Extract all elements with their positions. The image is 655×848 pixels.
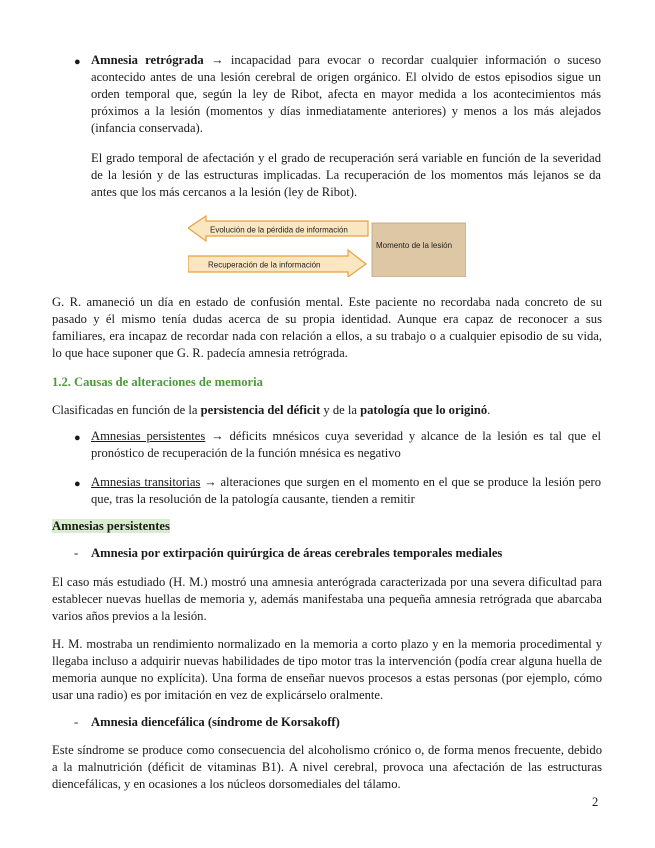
retrograde-paragraph-2: El grado temporal de afectación y el grado de recuperación será variable en función de la severidad de la lesión y de las estructuras implicadas. La recuperación de los momentos más lejanos se da antes que los más cercanos a la lesión (ley de Ribot). <box>91 151 601 199</box>
section-heading: 1.2. Causas de alteraciones de memoria <box>52 375 263 389</box>
recovery-arrow-label: Recuperación de la información <box>208 260 321 270</box>
dash-marker: - <box>74 546 79 560</box>
persistent-definition: déficits mnésicos cuya severidad y alcance de la lesión es tal que el pronóstico de recuperación de la función mnésica es negativo <box>91 429 602 460</box>
arrow-glyph: → <box>203 53 231 67</box>
classification-intro <box>52 402 602 419</box>
intro-text-end: . <box>487 403 491 417</box>
subheading-korsakoff <box>91 714 601 731</box>
retrograde-definition: incapacidad para evocar o recordar cualquier información o suceso acontecido antes de una lesión cerebral de origen orgánico. El olvido de estos episodios sigue un orden temporal que, según la ley de Ribot, afecta en mayor medida a los acontecimientos más próximos a la lesión (momentos y días inmediatamente anteriores) y menos a los más alejados (infancia conservada). <box>91 53 602 135</box>
intro-bold-1: persistencia del déficit <box>200 403 321 417</box>
korsakoff-paragraph: Este síndrome se produce como consecuencia del alcoholismo crónico o, de forma menos frecuente, debido a la malnutrición (déficit de vitaminas B1). A nivel cerebral, provoca una afectación de las estructuras diencefálicas, y en ocasiones a los núcleos dorsomediales del tálamo. <box>52 743 602 791</box>
transient-amnesia-item <box>91 474 601 508</box>
persistent-heading <box>52 518 170 535</box>
retrograde-term: Amnesia retrógrada <box>91 53 204 67</box>
injury-moment-label: Momento de la lesión <box>376 241 453 250</box>
ribot-law-diagram <box>188 215 466 277</box>
case-gr-paragraph: G. R. amaneció un día en estado de confusión mental. Este paciente no recordaba nada concreto de su pasado y él mismo tenía dudas acerca de su propia identidad. Aunque era capaz de reconocer a sus familiares, era incapaz de recordar nada con relación a ellos, a su trabajo o a cualquier episodio de su vida, lo que hace suponer que G. R. padecía amnesia retrógrada. <box>52 295 602 360</box>
page-number: 2 <box>592 795 599 809</box>
dash-marker: - <box>74 715 79 729</box>
arrow-glyph: → <box>200 475 221 489</box>
intro-text: Clasificadas en función de la <box>52 403 201 417</box>
intro-bold-2: patología que lo originó <box>360 403 488 417</box>
hm-paragraph-1: El caso más estudiado (H. M.) mostró una amnesia anterógrada caracterizada por una severa dificultad para establecer nuevas huellas de memoria y, además manifestaba una pequeña amnesia retrógrada que abarcaba varios años previos a la lesión. <box>52 575 602 623</box>
arrow-glyph: → <box>205 429 230 443</box>
persistent-heading-text: Amnesias persistentes <box>52 519 170 533</box>
retrograde-paragraph <box>91 52 601 137</box>
subheading-korsakoff-text: Amnesia diencefálica (síndrome de Korsakoff) <box>91 715 340 729</box>
subheading-surgical-text: Amnesia por extirpación quirúrgica de áreas cerebrales temporales mediales <box>91 546 503 560</box>
bullet-marker: ● <box>74 56 81 68</box>
subheading-surgical <box>91 545 601 562</box>
transient-definition: alteraciones que surgen en el momento en el que se produce la lesión pero que, tras la resolución de la patología causante, tienden a remitir <box>91 475 602 506</box>
hm-paragraph-2: H. M. mostraba un rendimiento normalizado en la memoria a corto plazo y en la memoria procedimental y llegaba incluso a adquirir nuevas habilidades de tipo motor tras la intervención (podía crear alguna huella de memoria aunque no explícita). Una forma de enseñar nuevos procesos a estas personas (por ejemplo, cómo usar una radio) es por imitación en vez de explicárselo oralmente. <box>52 637 602 702</box>
bullet-marker: ● <box>74 478 81 490</box>
persistent-term: Amnesias persistentes <box>91 429 206 443</box>
injury-moment-box <box>372 223 466 277</box>
transient-term: Amnesias transitorias <box>91 475 201 489</box>
intro-text-mid: y de la <box>320 403 361 417</box>
persistent-amnesia-item <box>91 428 601 462</box>
bullet-marker: ● <box>74 432 81 444</box>
loss-arrow-label: Evolución de la pérdida de información <box>210 225 348 235</box>
